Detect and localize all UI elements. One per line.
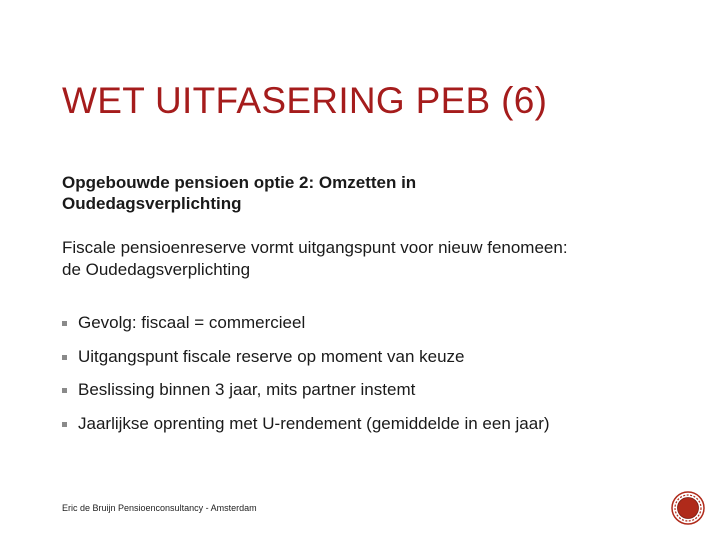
circular-logo-icon (671, 491, 705, 525)
square-bullet-icon (62, 388, 67, 393)
slide-footer: Eric de Bruijn Pensioenconsultancy - Amsterdam (62, 503, 257, 513)
bullet-item (62, 413, 682, 435)
intro-line-2: de Oudedagsverplichting (62, 260, 251, 279)
bullet-text: Uitgangspunt fiscale reserve op moment van keuze (78, 346, 465, 366)
bullet-item (62, 379, 682, 401)
intro-text (62, 237, 682, 281)
bullet-item (62, 346, 682, 368)
slide-subheading (62, 172, 662, 214)
square-bullet-icon (62, 321, 67, 326)
intro-line-1: Fiscale pensioenreserve vormt uitgangspunt voor nieuw fenomeen: (62, 238, 568, 257)
bullet-item (62, 312, 682, 334)
bullet-text: Jaarlijkse oprenting met U-rendement (gemiddelde in een jaar) (78, 413, 550, 433)
square-bullet-icon (62, 355, 67, 360)
square-bullet-icon (62, 422, 67, 427)
bullet-text: Beslissing binnen 3 jaar, mits partner instemt (78, 380, 416, 399)
subheading-line-2: Oudedagsverplichting (62, 194, 242, 213)
subheading-line-1: Opgebouwde pensioen optie 2: Omzetten in (62, 173, 417, 192)
bullet-text: Gevolg: fiscaal = commercieel (78, 313, 306, 332)
bullet-list (62, 312, 682, 446)
slide-title: WET UITFASERING PEB (6) (62, 80, 548, 121)
